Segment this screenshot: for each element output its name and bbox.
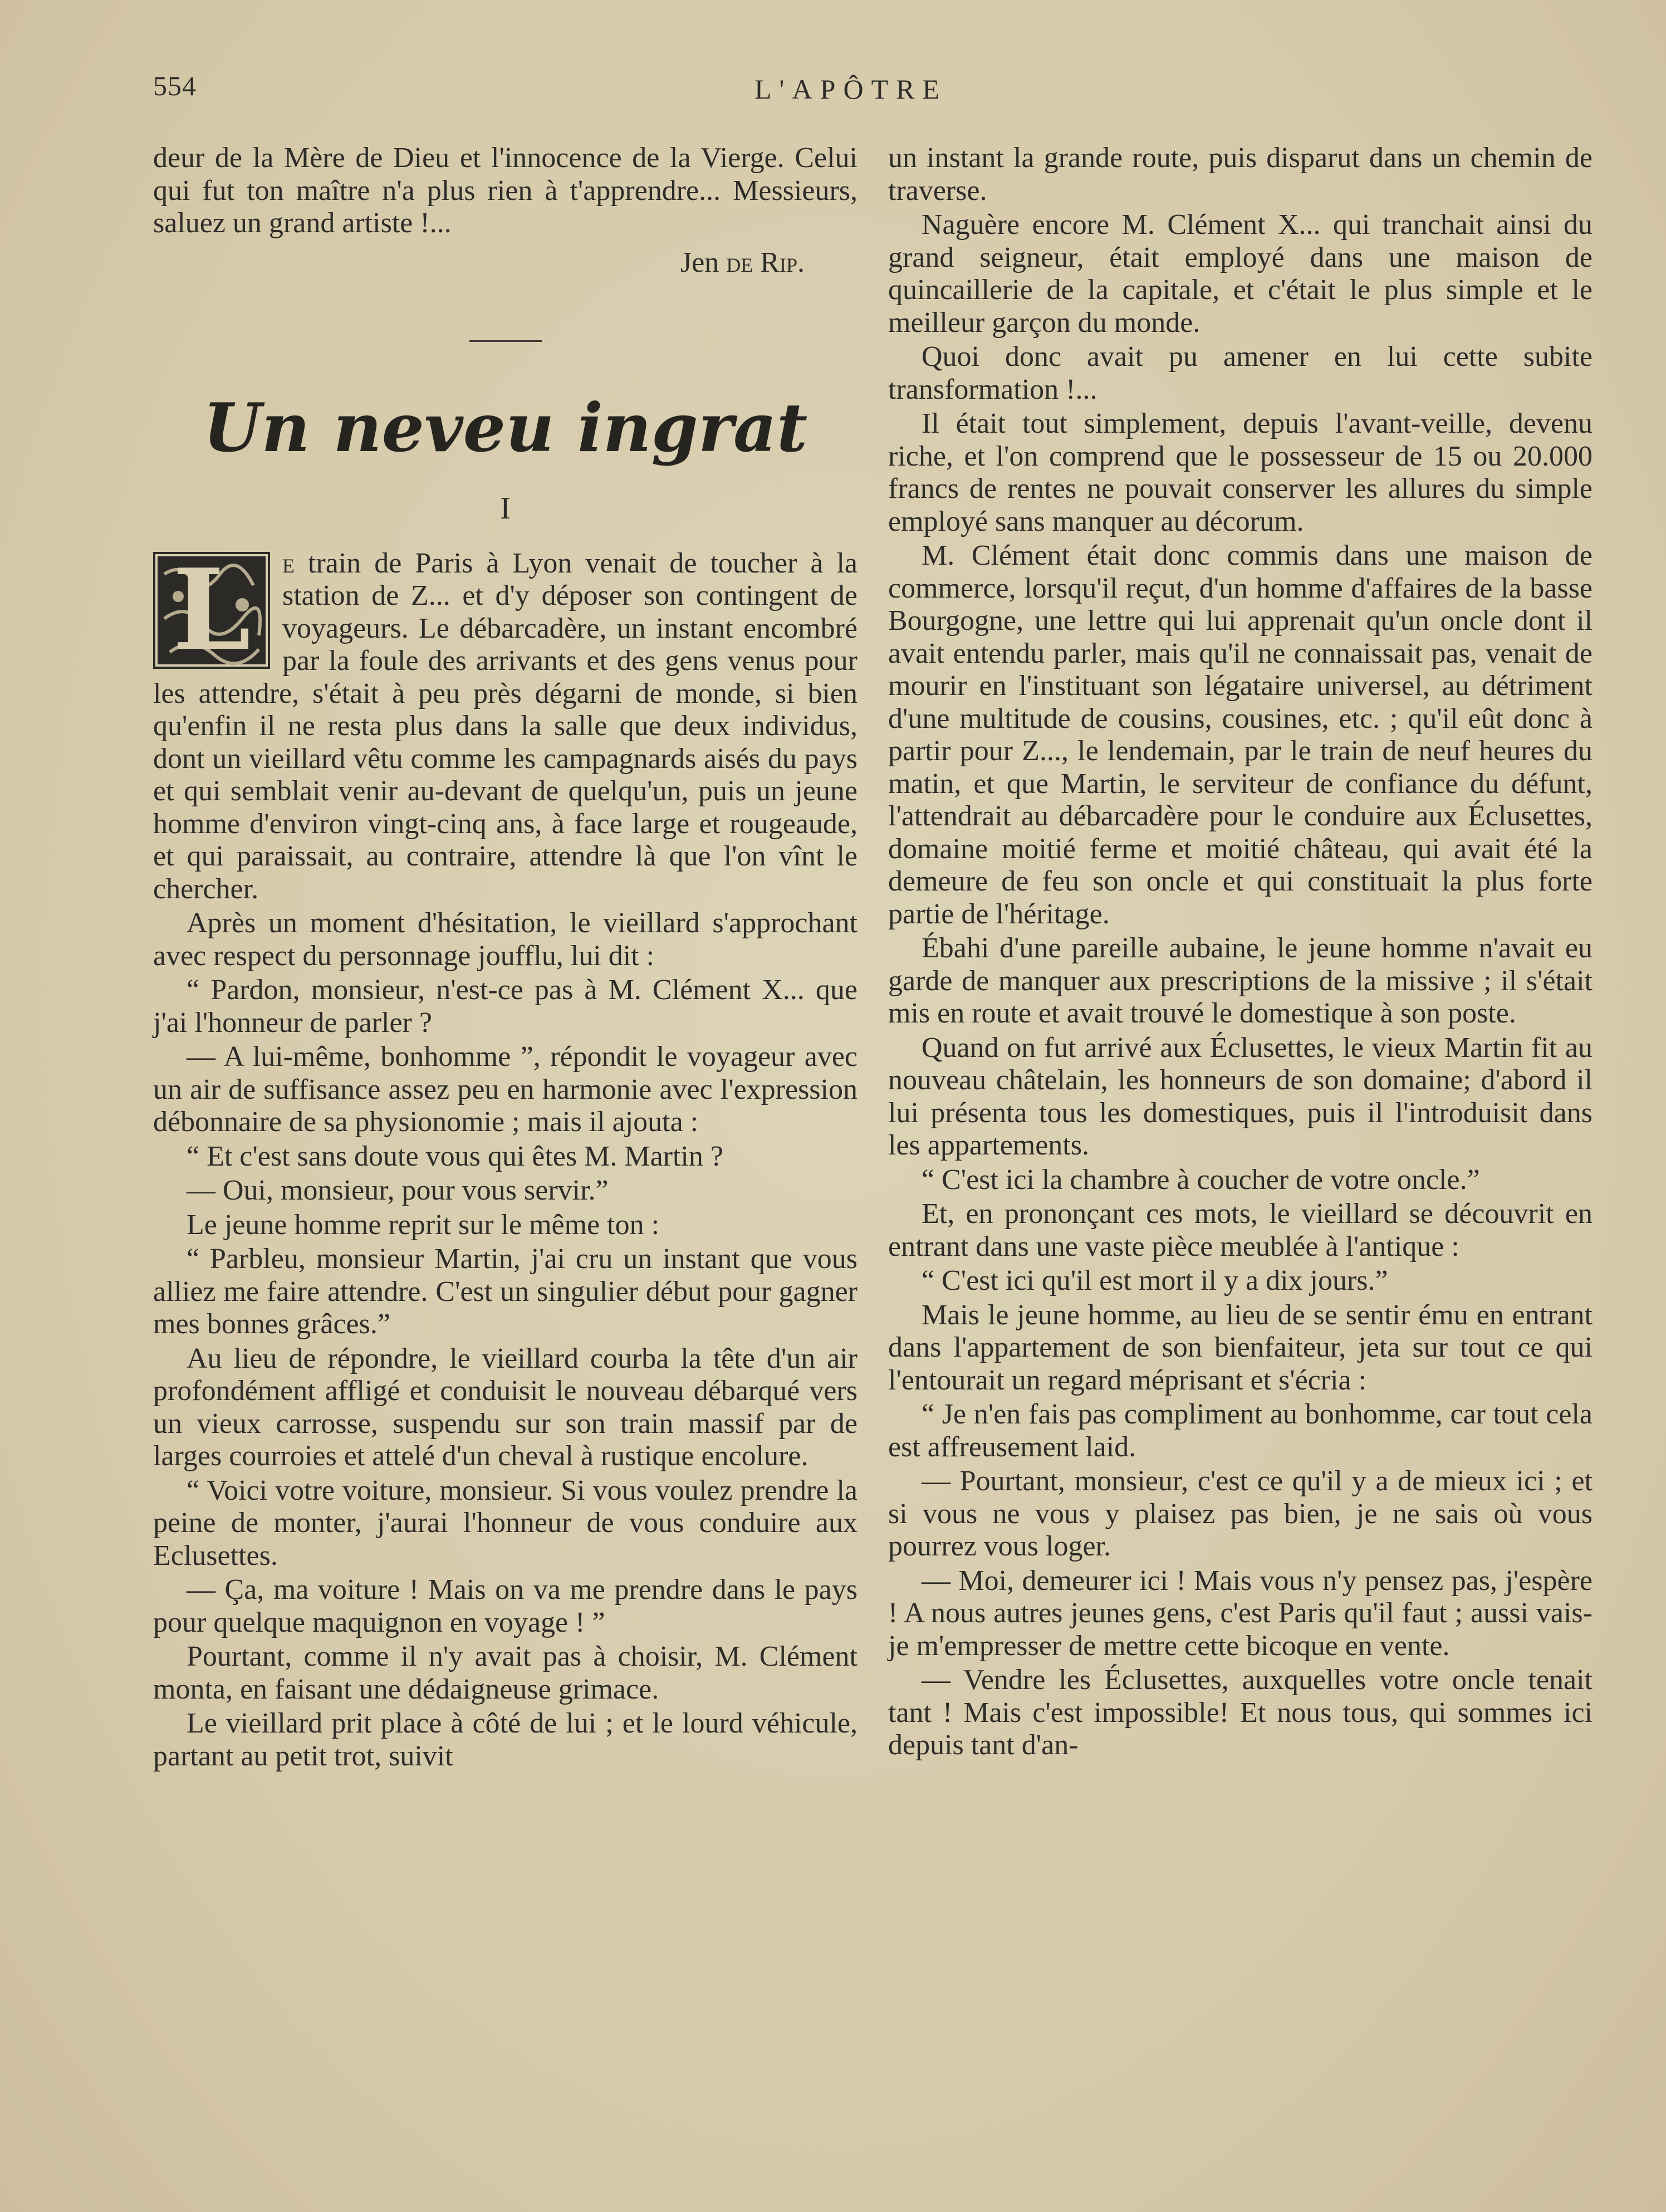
ornamental-drop-cap-icon: [153, 544, 270, 676]
paragraph: Mais le jeune homme, au lieu de se sentir ému en entrant dans l'appartement de son bienfaiteur, jeta sur tout ce qui l'entourait un regard méprisant et s'écria :: [888, 1299, 1592, 1396]
paragraph: — Oui, monsieur, pour vous servir.”: [187, 1174, 609, 1206]
paragraph: Après un moment d'hésitation, le vieillard s'approchant avec respect du personnage joufflu, lui dit :: [153, 907, 857, 972]
author-signature: [153, 247, 805, 280]
paragraph: — Ça, ma voiture ! Mais on va me prendre dans le pays pour quelque maquignon en voyage ! ”: [153, 1574, 857, 1638]
continued-paragraph: un instant la grande route, puis disparut dans un chemin de traverse.: [888, 142, 1592, 207]
article-body-right: [888, 209, 1592, 1762]
paragraph: “ Et c'est sans doute vous qui êtes M. Martin ?: [187, 1140, 723, 1172]
paragraph: “ C'est ici la chambre à coucher de votre oncle.”: [922, 1163, 1480, 1196]
paragraph: Ébahi d'une pareille aubaine, le jeune homme n'avait eu garde de manquer aux prescriptions de la missive ; il s'était mis en route et avait trouvé le domestique à son poste.: [888, 932, 1592, 1029]
signature-first-name: Jen: [680, 246, 719, 278]
paragraph: Pourtant, comme il n'y avait pas à choisir, M. Clément monta, en faisant une dédaigneuse grimace.: [153, 1641, 857, 1705]
page-number: 554: [153, 70, 197, 101]
previous-article-closing: deur de la Mère de Dieu et l'innocence de la Vierge. Celui qui fut ton maître n'a plus rien à t'apprendre... Messieurs, saluez un grand artiste !...: [153, 142, 857, 239]
paragraph: “ Parbleu, monsieur Martin, j'ai cru un instant que vous alliez me faire attendre. C'est un singulier début pour gagner mes bonnes grâces.”: [153, 1243, 857, 1340]
paragraph: Au lieu de répondre, le vieillard courba la tête d'un air profondément affligé et conduisit le nouveau débarqué vers un vieux carrosse, suspendu sur son train massif par de larges courroies et attelé d'un cheval à rustique encolure.: [153, 1342, 857, 1472]
paragraph: M. Clément était donc commis dans une maison de commerce, lorsqu'il reçut, d'un homme d'affaires de la basse Bourgogne, une lettre qui lui apprenait qu'un oncle dont il avait entendu parler, mais qu'il ne connaissait pas, venait de mourir en l'instituant son légataire universel, au détriment d'une multitude de cousins, cousines, etc. ; qu'il eût donc à partir pour Z..., le lendemain, par le train de neuf heures du matin, et que Martin, le serviteur de confiance du défunt, l'attendrait au débarcadère pour le conduire aux Éclusettes, domaine moitié ferme et moitié château, qui avait été la demeure de feu son oncle et qui constituait la plus forte partie de l'héritage.: [888, 540, 1592, 930]
left-column: [153, 142, 857, 1773]
paragraph: Le jeune homme reprit sur le même ton :: [187, 1208, 660, 1241]
paragraph: — Vendre les Éclusettes, auxquelles votre oncle tenait tant ! Mais c'est impossible! Et nous tous, qui sommes ici depuis tant d'an-: [888, 1664, 1592, 1761]
paragraph: — Moi, demeurer ici ! Mais vous n'y pensez pas, j'espère ! A nous autres jeunes gens, c'est Paris qu'il faut ; aussi vais-je m'empresser de mettre cette bicoque en vente.: [888, 1564, 1592, 1662]
paragraph: “ Je n'en fais pas compliment au bonhomme, car tout cela est affreusement laid.: [888, 1398, 1592, 1463]
section-divider: [469, 340, 542, 342]
signature-last-name: de Rip.: [726, 246, 805, 278]
paragraph: — A lui-même, bonhomme ”, répondit le voyageur avec un air de suffisance assez peu en harmonie avec l'expression débonnaire de sa physionomie ; mais il ajouta :: [153, 1041, 857, 1138]
right-column: [888, 142, 1592, 1762]
paragraph: Le vieillard prit place à côté de lui ; et le lourd véhicule, partant au petit trot, suivit: [153, 1707, 857, 1772]
article-title: Un neveu ingrat: [203, 389, 808, 467]
running-title: L'APÔTRE: [754, 74, 948, 105]
article-body-left: [153, 544, 857, 1773]
first-paragraph-text: train de Paris à Lyon venait de toucher à la station de Z... et d'y déposer son contingent de voyageurs. Le débarcadère, un instant encombré par la foule des arrivants et des gens venus pour les attendre, s'était à peu près dégarni de monde, si bien qu'enfin il ne resta plus dans la salle que deux individus, dont un vieillard vêtu comme les campagnards aisés du pays et qui semblait venir au-devant de quelqu'un, puis un jeune homme d'environ vingt-cinq ans, à face large et rougeaude, et qui paraissait, au contraire, attendre là que l'on vînt le chercher.: [153, 547, 857, 905]
paragraph: “ Pardon, monsieur, n'est-ce pas à M. Clément X... que j'ai l'honneur de parler ?: [153, 974, 857, 1039]
paragraph: — Pourtant, monsieur, c'est ce qu'il y a de mieux ici ; et si vous ne vous y plaisez pas bien, je ne sais où vous pourrez vous loger.: [888, 1465, 1592, 1562]
drop-cap-letter: L: [172, 544, 251, 676]
paragraph: Quoi donc avait pu amener en lui cette subite transformation !...: [888, 341, 1592, 405]
paragraph: “ Voici votre voiture, monsieur. Si vous voulez prendre la peine de monter, j'aurai l'honneur de vous conduire aux Eclusettes.: [153, 1474, 857, 1572]
first-word-remainder: e: [282, 547, 295, 579]
paragraph: Et, en prononçant ces mots, le vieillard se découvrit en entrant dans une vaste pièce meublée à l'antique :: [888, 1198, 1592, 1262]
paragraph: “ C'est ici qu'il est mort il y a dix jours.”: [922, 1265, 1388, 1296]
chapter-number: I: [500, 491, 511, 526]
page-header: [153, 70, 1041, 114]
paragraph: Il était tout simplement, depuis l'avant-veille, devenu riche, et l'on comprend que le possesseur de 15 ou 20.000 francs de rentes ne pouvait conserver les allures du simple employé sans manquer au décorum.: [888, 408, 1592, 537]
paragraph: Quand on fut arrivé aux Éclusettes, le vieux Martin fit au nouveau châtelain, les honneurs de son domaine; d'abord il lui présenta tous les domestiques, puis il l'introduisit dans les appartements.: [888, 1031, 1592, 1161]
paragraph: Naguère encore M. Clément X... qui tranchait ainsi du grand seigneur, était employé dans une maison de quincaillerie de la capitale, et c'était le plus simple et le meilleur garçon du monde.: [888, 209, 1592, 339]
first-paragraph: [153, 544, 857, 906]
